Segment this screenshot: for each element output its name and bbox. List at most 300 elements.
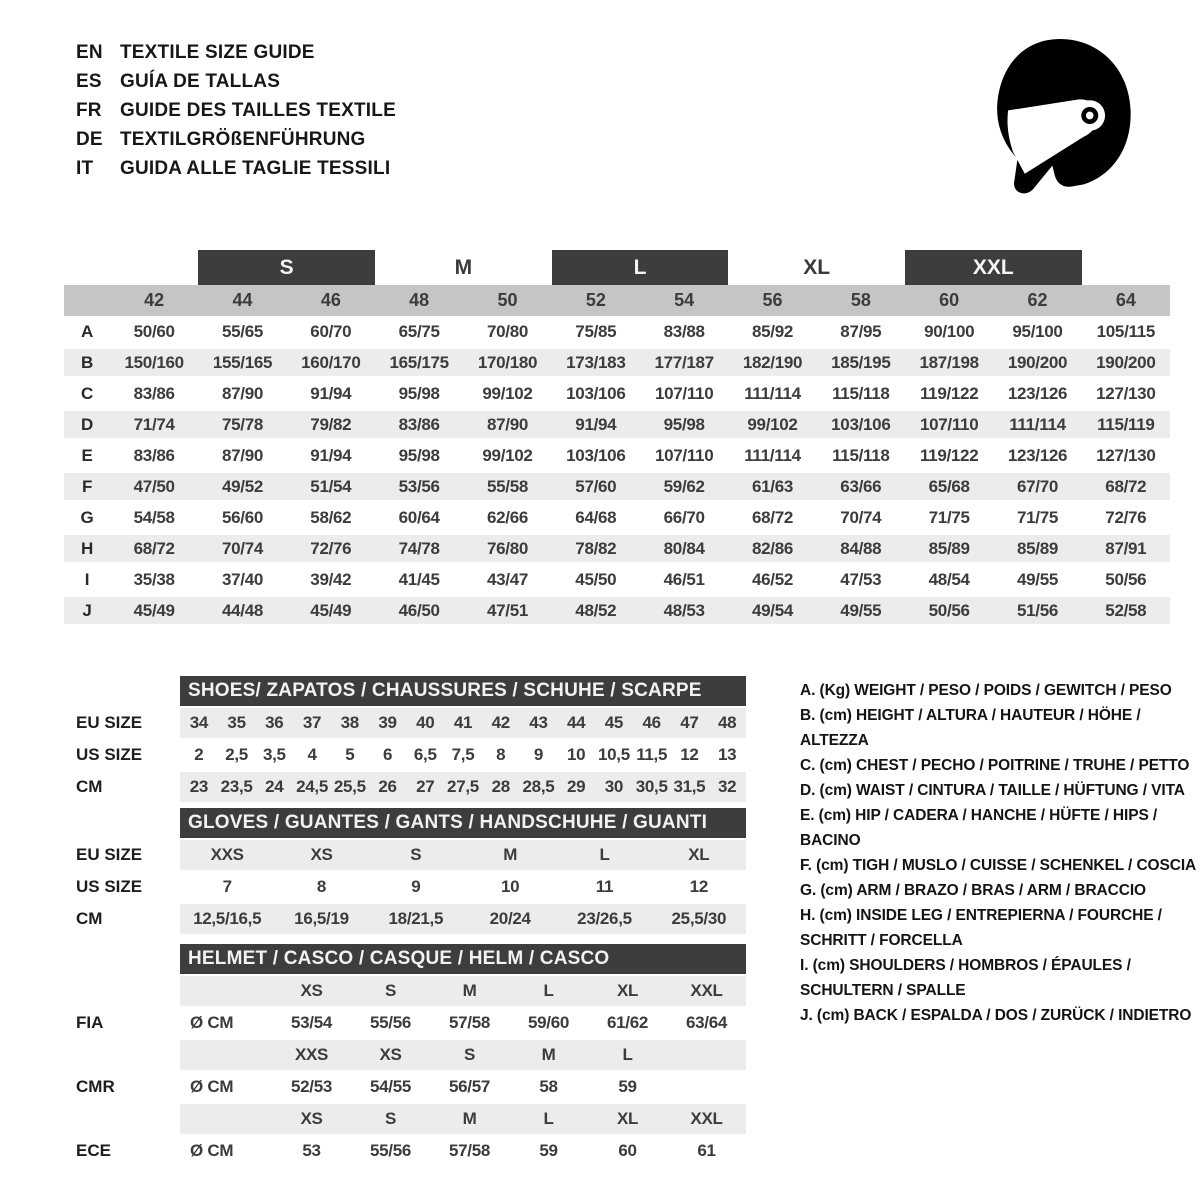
measurement-value: 87/90 bbox=[486, 414, 529, 434]
measurement-value: 58/62 bbox=[310, 507, 352, 527]
shoes-size-value: 24,5 bbox=[296, 777, 328, 796]
measurement-value: 71/75 bbox=[928, 507, 970, 527]
shoes-size-value: 39 bbox=[378, 713, 397, 732]
helmet-size-label: L bbox=[543, 1109, 554, 1128]
measurement-row bbox=[64, 378, 1170, 409]
gloves-values-row bbox=[180, 872, 746, 902]
measurement-value: 123/126 bbox=[1007, 445, 1068, 465]
measurement-value: 68/72 bbox=[133, 538, 175, 558]
helmet-standard-label: FIA bbox=[76, 1013, 104, 1032]
helmet-size-value: 59/60 bbox=[527, 1013, 570, 1032]
measurement-value: 85/89 bbox=[928, 538, 970, 558]
measurement-value: 127/130 bbox=[1096, 383, 1156, 403]
measurement-value: 66/70 bbox=[663, 507, 705, 527]
measurement-value: 65/75 bbox=[398, 321, 440, 341]
shoes-values-row bbox=[180, 772, 746, 802]
shoes-size-value: 42 bbox=[491, 713, 510, 732]
measurement-value: 119/122 bbox=[919, 445, 979, 465]
helmet-prefix-spacer bbox=[180, 976, 272, 1006]
measurement-value: 70/74 bbox=[221, 538, 264, 558]
shoes-spacer bbox=[76, 676, 180, 706]
measurement-value: 115/118 bbox=[832, 445, 890, 465]
gloves-size-value: 25,5/30 bbox=[671, 909, 727, 928]
helmet-size-label: XL bbox=[616, 1109, 639, 1128]
measurement-value: 50/60 bbox=[133, 321, 175, 341]
helmet-size-label: S bbox=[463, 1045, 476, 1064]
helmet-size-label: XXL bbox=[690, 981, 723, 1000]
shoes-size-value: 45 bbox=[604, 713, 624, 732]
measurement-value: 49/54 bbox=[751, 600, 794, 620]
measurement-row-label: H bbox=[81, 538, 93, 558]
measurement-value: 187/198 bbox=[919, 352, 979, 372]
shoes-size-value: 27 bbox=[416, 777, 435, 796]
measurement-value: 91/94 bbox=[310, 445, 352, 465]
gloves-size-value: M bbox=[503, 845, 518, 864]
legend-item: J. (cm) BACK / ESPALDA / DOS / ZURÜCK / INDIETRO bbox=[800, 1007, 1192, 1024]
measurement-row bbox=[64, 502, 1170, 533]
legend-item: H. (cm) INSIDE LEG / ENTREPIERNA / FOURCHE / SCHRITT / FORCELLA bbox=[800, 907, 1162, 949]
measurement-value: 39/42 bbox=[310, 569, 352, 589]
measurement-row-label: D bbox=[81, 414, 93, 434]
measurement-value: 107/110 bbox=[654, 383, 714, 403]
shoes-size-value: 41 bbox=[453, 713, 473, 732]
shoes-size-value: 36 bbox=[265, 713, 284, 732]
measurement-value: 119/122 bbox=[919, 383, 979, 403]
language-row bbox=[76, 67, 396, 96]
measurement-row-label: B bbox=[81, 352, 93, 372]
measurement-value: 48/53 bbox=[663, 600, 705, 620]
helmet-size-value: 52/53 bbox=[290, 1077, 333, 1096]
helmet-size-value: 60 bbox=[618, 1141, 637, 1160]
gloves-spacer bbox=[76, 808, 180, 838]
shoes-size-value: 40 bbox=[416, 713, 435, 732]
measurement-value: 47/53 bbox=[840, 569, 882, 589]
measurement-value: 72/76 bbox=[310, 538, 352, 558]
measurement-value: 67/70 bbox=[1016, 476, 1059, 496]
measurement-value: 78/82 bbox=[575, 538, 617, 558]
size-number: 48 bbox=[409, 290, 430, 310]
measurement-value: 45/49 bbox=[310, 600, 352, 620]
size-number: 42 bbox=[144, 290, 165, 310]
measurement-value: 91/94 bbox=[310, 383, 352, 403]
measurement-row bbox=[64, 595, 1170, 626]
shoes-size-value: 25,5 bbox=[333, 777, 366, 796]
measurement-value: 83/86 bbox=[398, 414, 440, 434]
measurement-value: 103/106 bbox=[831, 414, 891, 434]
measurement-value: 64/68 bbox=[575, 507, 617, 527]
measurement-row bbox=[64, 316, 1170, 347]
measurement-value: 74/78 bbox=[398, 538, 440, 558]
legend-item: C. (cm) CHEST / PECHO / POITRINE / TRUHE / PETTO bbox=[800, 757, 1190, 774]
language-row bbox=[76, 154, 396, 183]
measurement-value: 90/100 bbox=[924, 321, 975, 341]
measurement-value: 83/88 bbox=[663, 321, 705, 341]
language-code: IT bbox=[76, 158, 94, 179]
measurement-value: 75/85 bbox=[575, 321, 617, 341]
measurement-value: 103/106 bbox=[566, 445, 626, 465]
measurement-value: 115/119 bbox=[1097, 414, 1155, 434]
helmet-values-row bbox=[180, 1008, 746, 1038]
shoes-size-value: 10 bbox=[567, 745, 586, 764]
measurement-value: 160/170 bbox=[301, 352, 361, 372]
helmet-size-value: 53/54 bbox=[290, 1013, 333, 1032]
shoes-row-label: US SIZE bbox=[76, 745, 143, 764]
measurement-row bbox=[64, 440, 1170, 471]
size-number: 46 bbox=[320, 290, 341, 310]
gloves-row-label: EU SIZE bbox=[76, 845, 143, 864]
measurement-value: 49/52 bbox=[221, 476, 264, 496]
gloves-values-row bbox=[180, 840, 746, 870]
helmet-size-label: M bbox=[541, 1045, 556, 1064]
measurement-value: 52/58 bbox=[1105, 600, 1147, 620]
helmet-size-value: 55/56 bbox=[369, 1141, 412, 1160]
size-number: 56 bbox=[762, 290, 783, 310]
measurement-value: 76/80 bbox=[486, 538, 529, 558]
measurement-value: 155/165 bbox=[212, 352, 273, 372]
language-title: GUIDE DES TAILLES TEXTILE bbox=[120, 100, 396, 121]
diameter-cm-label: Ø CM bbox=[190, 1013, 234, 1032]
measurement-value: 51/56 bbox=[1016, 600, 1059, 620]
diameter-cm-label: Ø CM bbox=[190, 1077, 234, 1096]
measurement-value: 71/74 bbox=[133, 414, 175, 434]
gloves-size-value: 9 bbox=[411, 877, 421, 896]
measurement-value: 127/130 bbox=[1096, 445, 1156, 465]
shoes-size-value: 28,5 bbox=[522, 777, 555, 796]
shoes-size-value: 11,5 bbox=[636, 745, 668, 764]
measurement-value: 111/114 bbox=[744, 445, 801, 465]
shoes-size-value: 43 bbox=[529, 713, 548, 732]
legend-item: F. (cm) TIGH / MUSLO / CUISSE / SCHENKEL / COSCIA bbox=[800, 857, 1197, 874]
shoes-size-table bbox=[76, 676, 746, 802]
measurement-value: 84/88 bbox=[840, 538, 882, 558]
size-number: 58 bbox=[850, 290, 871, 310]
measurement-row bbox=[64, 533, 1170, 564]
size-number-spacer bbox=[64, 285, 110, 316]
helmet-size-value: 54/55 bbox=[369, 1077, 412, 1096]
shoes-size-value: 24 bbox=[265, 777, 284, 796]
gloves-row-label: US SIZE bbox=[76, 877, 143, 896]
helmet-standard-label: ECE bbox=[76, 1141, 111, 1160]
helmet-size-label: M bbox=[462, 1109, 477, 1128]
shoes-row-label: EU SIZE bbox=[76, 713, 143, 732]
measurement-value: 99/102 bbox=[747, 414, 798, 434]
shoes-size-value: 8 bbox=[496, 745, 506, 764]
language-row bbox=[76, 125, 396, 154]
measurement-value: 43/47 bbox=[486, 569, 529, 589]
shoes-size-value: 23 bbox=[189, 777, 209, 796]
measurement-value: 62/66 bbox=[486, 507, 529, 527]
shoes-size-value: 47 bbox=[680, 713, 699, 732]
helmet-size-value: 58 bbox=[539, 1077, 558, 1096]
measurement-value: 177/187 bbox=[654, 352, 714, 372]
shoes-size-value: 27,5 bbox=[447, 777, 479, 796]
shoes-size-value: 26 bbox=[378, 777, 397, 796]
legend-item: E. (cm) HIP / CADERA / HANCHE / HÜFTE / HIPS / BACINO bbox=[800, 807, 1158, 849]
helmet-size-label: S bbox=[384, 981, 397, 1000]
measurement-value: 99/102 bbox=[482, 445, 533, 465]
size-number: 44 bbox=[232, 290, 253, 310]
helmet-sizes-spacer bbox=[76, 976, 180, 1006]
gloves-size-value: 23/26,5 bbox=[577, 909, 632, 928]
measurement-value: 170/180 bbox=[477, 352, 538, 372]
measurement-value: 87/90 bbox=[221, 445, 264, 465]
language-title: GUÍA DE TALLAS bbox=[120, 71, 281, 92]
gloves-size-value: 8 bbox=[316, 877, 327, 896]
shoes-values-row bbox=[180, 708, 746, 738]
measurement-row bbox=[64, 347, 1170, 378]
gloves-size-value: S bbox=[410, 845, 422, 864]
measurement-value: 85/89 bbox=[1016, 538, 1059, 558]
shoes-size-value: 28 bbox=[491, 777, 510, 796]
measurement-value: 50/56 bbox=[1105, 569, 1147, 589]
gloves-size-value: XL bbox=[688, 845, 710, 864]
shoes-size-value: 4 bbox=[307, 745, 317, 764]
racing-helmet-icon bbox=[975, 28, 1145, 203]
measurement-value: 70/74 bbox=[840, 507, 882, 527]
measurement-value: 37/40 bbox=[221, 569, 264, 589]
measurement-legend bbox=[800, 678, 1200, 1028]
helmet-size-value: 61/62 bbox=[606, 1013, 649, 1032]
shoes-size-value: 32 bbox=[717, 777, 737, 796]
size-group-label: XL bbox=[803, 255, 831, 279]
measurement-row bbox=[64, 471, 1170, 502]
helmet-size-value: 59 bbox=[539, 1141, 558, 1160]
measurement-row-label: G bbox=[80, 507, 94, 527]
helmet-size-header-row bbox=[180, 976, 746, 1006]
shoes-size-value: 34 bbox=[189, 713, 209, 732]
helmet-size-label: XS bbox=[379, 1045, 402, 1064]
size-number: 50 bbox=[497, 290, 518, 310]
helmet-sizes-spacer bbox=[76, 1104, 180, 1134]
measurement-value: 68/72 bbox=[751, 507, 794, 527]
helmet-prefix-spacer bbox=[180, 1104, 272, 1134]
gloves-row-label: CM bbox=[76, 909, 103, 928]
shoes-size-value: 30 bbox=[604, 777, 624, 796]
size-number: 64 bbox=[1115, 290, 1136, 310]
diameter-cm-label: Ø CM bbox=[190, 1141, 234, 1160]
measurement-value: 68/72 bbox=[1105, 476, 1147, 496]
helmet-size-label: XS bbox=[300, 1109, 323, 1128]
shoes-size-value: 12 bbox=[680, 745, 699, 764]
helmet-size-value: 61 bbox=[697, 1141, 716, 1160]
gloves-size-value: 12,5/16,5 bbox=[193, 909, 262, 928]
measurement-row-label: C bbox=[81, 383, 93, 403]
measurement-value: 59/62 bbox=[663, 476, 705, 496]
measurement-value: 99/102 bbox=[482, 383, 533, 403]
measurement-value: 46/50 bbox=[398, 600, 440, 620]
helmet-title-bar: HELMET / CASCO / CASQUE / HELM / CASCO bbox=[180, 944, 746, 974]
measurement-value: 185/195 bbox=[831, 352, 891, 372]
measurement-value: 95/98 bbox=[663, 414, 705, 434]
helmet-standard-label: CMR bbox=[76, 1077, 115, 1096]
shoes-size-value: 46 bbox=[642, 713, 661, 732]
shoes-size-value: 3,5 bbox=[262, 745, 286, 764]
gloves-size-value: 18/21,5 bbox=[388, 909, 444, 928]
helmet-sizes-spacer bbox=[76, 1040, 180, 1070]
measurement-value: 182/190 bbox=[742, 352, 803, 372]
language-code: ES bbox=[76, 71, 102, 92]
shoes-size-value: 6 bbox=[382, 745, 393, 764]
helmet-size-label: XXS bbox=[294, 1045, 329, 1064]
measurement-rows bbox=[64, 316, 1170, 626]
shoes-size-value: 35 bbox=[227, 713, 246, 732]
helmet-size-label: L bbox=[543, 981, 554, 1000]
shoes-size-value: 5 bbox=[345, 745, 355, 764]
measurement-value: 83/86 bbox=[133, 383, 175, 403]
shoes-size-value: 10,5 bbox=[597, 745, 630, 764]
helmet-size-value: 53 bbox=[302, 1141, 321, 1160]
measurement-value: 95/98 bbox=[398, 383, 440, 403]
helmet-size-header-row bbox=[180, 1104, 746, 1134]
measurement-value: 95/98 bbox=[398, 445, 440, 465]
measurement-value: 95/100 bbox=[1012, 321, 1063, 341]
helmet-size-label: L bbox=[622, 1045, 633, 1064]
measurement-value: 48/52 bbox=[575, 600, 617, 620]
measurement-value: 87/95 bbox=[840, 321, 882, 341]
measurement-value: 41/45 bbox=[398, 569, 440, 589]
measurement-value: 49/55 bbox=[1016, 569, 1059, 589]
measurement-value: 50/56 bbox=[928, 600, 970, 620]
helmet-size-value: 57/58 bbox=[448, 1013, 491, 1032]
measurement-value: 60/64 bbox=[398, 507, 440, 527]
helmet-spacer bbox=[76, 944, 180, 974]
language-code: FR bbox=[76, 100, 102, 121]
size-number: 52 bbox=[585, 290, 606, 310]
measurement-value: 48/54 bbox=[928, 569, 970, 589]
measurement-value: 105/115 bbox=[1096, 321, 1156, 341]
measurement-value: 65/68 bbox=[928, 476, 970, 496]
measurement-value: 49/55 bbox=[840, 600, 882, 620]
helmet-size-label: S bbox=[384, 1109, 397, 1128]
measurement-value: 56/60 bbox=[221, 507, 264, 527]
gloves-size-value: 16,5/19 bbox=[294, 909, 349, 928]
helmet-size-label: XXL bbox=[690, 1109, 723, 1128]
measurement-value: 46/51 bbox=[663, 569, 705, 589]
measurement-value: 111/114 bbox=[744, 383, 801, 403]
measurement-row-label: F bbox=[81, 476, 93, 496]
measurement-row-label: I bbox=[84, 569, 90, 589]
measurement-value: 190/200 bbox=[1096, 352, 1156, 372]
measurement-value: 71/75 bbox=[1016, 507, 1059, 527]
helmet-size-label: XS bbox=[300, 981, 323, 1000]
measurement-value: 79/82 bbox=[310, 414, 352, 434]
measurement-value: 115/118 bbox=[832, 383, 890, 403]
measurement-row bbox=[64, 564, 1170, 595]
measurement-value: 55/65 bbox=[221, 321, 264, 341]
shoes-size-value: 31,5 bbox=[673, 777, 706, 796]
measurement-value: 55/58 bbox=[486, 476, 529, 496]
language-code: EN bbox=[76, 42, 103, 63]
group-header-spacer bbox=[64, 250, 198, 285]
measurement-value: 72/76 bbox=[1105, 507, 1147, 527]
shoes-size-value: 2 bbox=[194, 745, 204, 764]
shoes-size-value: 29 bbox=[567, 777, 586, 796]
helmet-size-value: 57/58 bbox=[448, 1141, 491, 1160]
measurement-value: 54/58 bbox=[133, 507, 175, 527]
language-title: TEXTILE SIZE GUIDE bbox=[120, 42, 315, 63]
helmet-size-value: 55/56 bbox=[369, 1013, 412, 1032]
gloves-size-table bbox=[76, 808, 746, 934]
size-number: 54 bbox=[674, 290, 695, 310]
measurement-value: 85/92 bbox=[751, 321, 794, 341]
measurement-value: 46/52 bbox=[751, 569, 794, 589]
measurement-row bbox=[64, 409, 1170, 440]
gloves-size-value: 10 bbox=[501, 877, 520, 896]
language-row bbox=[76, 96, 396, 125]
measurement-value: 150/160 bbox=[124, 352, 184, 372]
size-group-header bbox=[64, 250, 1170, 285]
measurement-value: 165/175 bbox=[389, 352, 449, 372]
measurement-value: 70/80 bbox=[486, 321, 529, 341]
size-group-label: S bbox=[198, 250, 375, 285]
helmet-values-row bbox=[180, 1136, 746, 1166]
language-list bbox=[76, 38, 396, 183]
helmet-size-value: 59 bbox=[618, 1077, 637, 1096]
shoes-size-value: 2,5 bbox=[225, 745, 248, 764]
measurement-value: 80/84 bbox=[663, 538, 705, 558]
gloves-size-value: 20/24 bbox=[489, 909, 531, 928]
legend-item: D. (cm) WAIST / CINTURA / TAILLE / HÜFTUNG / VITA bbox=[800, 782, 1185, 799]
legend-item: I. (cm) SHOULDERS / HOMBROS / ÉPAULES / SCHULTERN / SPALLE bbox=[800, 957, 1131, 999]
measurement-value: 47/50 bbox=[133, 476, 175, 496]
measurement-value: 173/183 bbox=[566, 352, 626, 372]
shoes-size-value: 37 bbox=[302, 713, 322, 732]
gloves-title-bar: GLOVES / GUANTES / GANTS / HANDSCHUHE / GUANTI bbox=[180, 808, 746, 838]
measurement-value: 82/86 bbox=[751, 538, 794, 558]
measurement-value: 57/60 bbox=[575, 476, 617, 496]
helmet-values-row bbox=[180, 1072, 746, 1102]
measurement-value: 45/50 bbox=[575, 569, 617, 589]
shoes-size-value: 13 bbox=[717, 745, 737, 764]
size-number: 60 bbox=[939, 290, 960, 310]
measurement-value: 63/66 bbox=[840, 476, 882, 496]
measurement-value: 107/110 bbox=[654, 445, 714, 465]
helmet-size-label: M bbox=[462, 981, 477, 1000]
measurement-value: 75/78 bbox=[221, 414, 264, 434]
shoes-size-value: 23,5 bbox=[220, 777, 253, 796]
gloves-size-value: L bbox=[599, 845, 610, 864]
measurement-value: 51/54 bbox=[310, 476, 352, 496]
helmet-size-header-row bbox=[180, 1040, 746, 1070]
helmet-size-value: 56/57 bbox=[448, 1077, 491, 1096]
shoes-size-value: 7,5 bbox=[451, 745, 475, 764]
measurement-row-label: J bbox=[82, 600, 92, 620]
size-number-row bbox=[64, 285, 1170, 316]
textile-size-table bbox=[64, 250, 1170, 626]
measurement-value: 53/56 bbox=[398, 476, 440, 496]
language-title: GUIDA ALLE TAGLIE TESSILI bbox=[120, 158, 391, 179]
measurement-value: 103/106 bbox=[566, 383, 626, 403]
measurement-row-label: A bbox=[81, 321, 93, 341]
size-group-label: XXL bbox=[905, 250, 1082, 285]
gloves-size-value: 11 bbox=[595, 877, 614, 896]
helmet-size-label: XL bbox=[616, 981, 639, 1000]
shoes-size-value: 38 bbox=[340, 713, 359, 732]
measurement-value: 47/51 bbox=[486, 600, 529, 620]
measurement-value: 91/94 bbox=[575, 414, 617, 434]
legend-item: G. (cm) ARM / BRAZO / BRAS / ARM / BRACCIO bbox=[800, 882, 1146, 899]
shoes-size-value: 48 bbox=[717, 713, 737, 732]
shoes-size-value: 44 bbox=[567, 713, 586, 732]
legend-item: B. (cm) HEIGHT / ALTURA / HAUTEUR / HÖHE / ALTEZZA bbox=[800, 707, 1141, 749]
shoes-row-label: CM bbox=[76, 777, 103, 796]
gloves-size-value: XXS bbox=[210, 845, 244, 864]
measurement-value: 190/200 bbox=[1007, 352, 1068, 372]
shoes-values-row bbox=[180, 740, 746, 770]
language-code: DE bbox=[76, 129, 103, 150]
helmet-size-table bbox=[76, 944, 746, 1166]
language-row bbox=[76, 38, 396, 67]
